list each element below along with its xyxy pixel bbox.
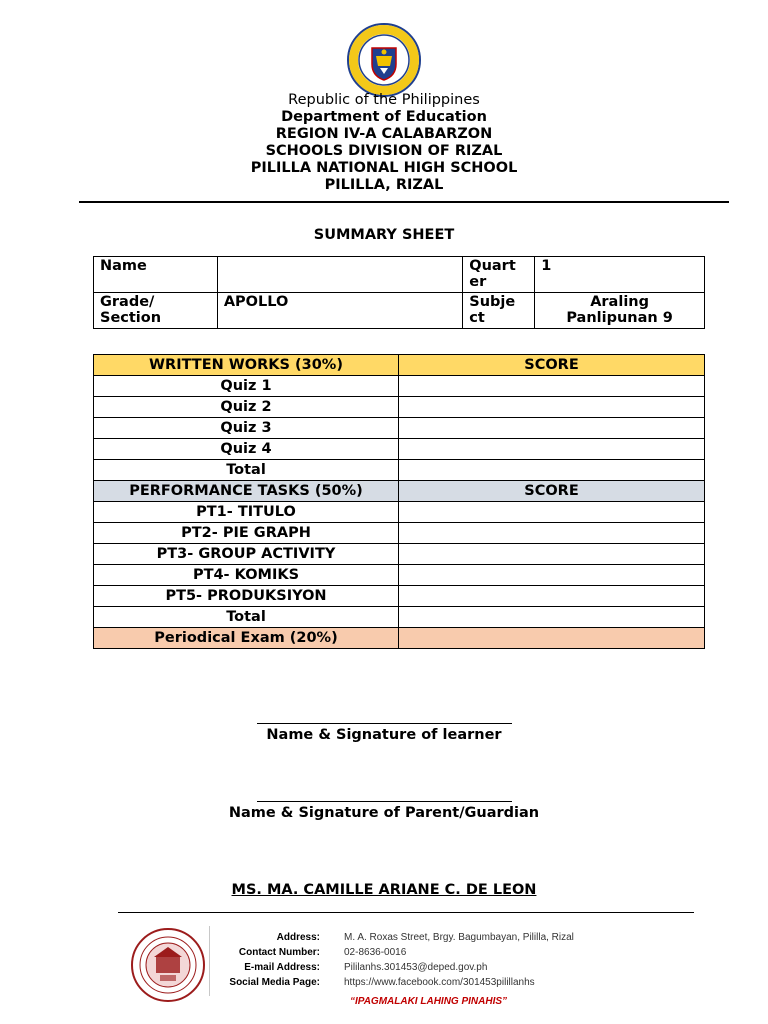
contact-label: Contact Number: [238,947,320,958]
pt1-label: PT1- TITULO [94,502,399,523]
quiz-3-label: Quiz 3 [94,418,399,439]
performance-total-label: Total [94,607,399,628]
name-label: Name [94,257,218,293]
quiz-4-score[interactable] [399,439,705,460]
sheet-title: SUMMARY SHEET [313,227,455,243]
name-value[interactable] [217,257,462,293]
pt4-label: PT4- KOMIKS [94,565,399,586]
written-works-header: WRITTEN WORKS (30%) [94,355,399,376]
pt1-score[interactable] [399,502,705,523]
social-media-link[interactable]: https://www.facebook.com/301453pilillanhs [344,977,535,988]
learner-signature-label: Name & Signature of learner [266,727,502,743]
score-header: SCORE [399,481,705,502]
pt4-score[interactable] [399,565,705,586]
header-department: Department of Education [281,109,487,125]
pt2-label: PT2- PIE GRAPH [94,523,399,544]
pt3-label: PT3- GROUP ACTIVITY [94,544,399,565]
quarter-value[interactable]: 1 [535,257,705,293]
periodical-exam-row [94,628,705,649]
table-row [94,418,705,439]
written-works-header-row [94,355,705,376]
header-division: SCHOOLS DIVISION OF RIZAL [265,143,503,159]
table-row [94,502,705,523]
table-row [94,607,705,628]
table-row [94,397,705,418]
written-total-score[interactable] [399,460,705,481]
learner-signature-line[interactable] [257,723,512,724]
header-divider [79,201,729,203]
quarter-label: Quart er [463,257,535,293]
email-value[interactable]: Pililanhs.301453@deped.gov.ph [344,962,488,973]
table-row [94,565,705,586]
teacher-name: MS. MA. CAMILLE ARIANE C. DE LEON [231,882,537,898]
deped-seal-logo [346,22,422,98]
subject-label: Subje ct [463,293,535,329]
quiz-3-score[interactable] [399,418,705,439]
pt5-label: PT5- PRODUKSIYON [94,586,399,607]
social-media-label: Social Media Page: [229,977,320,988]
written-total-label: Total [94,460,399,481]
header-location: PILILLA, RIZAL [324,177,444,193]
pt5-score[interactable] [399,586,705,607]
address-value: M. A. Roxas Street, Brgy. Bagumbayan, Pililla, Rizal [344,932,574,943]
score-table [93,354,705,649]
table-row [94,523,705,544]
performance-total-score[interactable] [399,607,705,628]
parent-signature-label: Name & Signature of Parent/Guardian [228,805,540,821]
table-row [94,586,705,607]
header-republic: Republic of the Philippines [288,92,480,108]
quiz-2-score[interactable] [399,397,705,418]
teacher-divider [118,912,694,913]
performance-tasks-header: PERFORMANCE TASKS (50%) [94,481,399,502]
periodical-exam-score[interactable] [399,628,705,649]
periodical-exam-label: Periodical Exam (20%) [94,628,399,649]
school-seal-logo [130,927,206,1003]
header-school: PILILLA NATIONAL HIGH SCHOOL [250,160,518,176]
table-row [94,460,705,481]
performance-tasks-header-row [94,481,705,502]
pt3-score[interactable] [399,544,705,565]
email-label: E-mail Address: [244,962,320,973]
pt2-score[interactable] [399,523,705,544]
quiz-2-label: Quiz 2 [94,397,399,418]
table-row [94,376,705,397]
quiz-1-label: Quiz 1 [94,376,399,397]
contact-value: 02-8636-0016 [344,947,407,958]
address-label: Address: [276,932,320,943]
quiz-4-label: Quiz 4 [94,439,399,460]
grade-section-value[interactable]: APOLLO [217,293,462,329]
grade-section-label: Grade/ Section [94,293,218,329]
score-header: SCORE [399,355,705,376]
parent-signature-line[interactable] [257,801,512,802]
info-table [93,256,705,329]
school-motto: “IPAGMALAKI LAHING PINAHIS” [350,996,508,1007]
header-region: REGION IV-A CALABARZON [275,126,493,142]
quiz-1-score[interactable] [399,376,705,397]
table-row [94,439,705,460]
subject-value[interactable]: Araling Panlipunan 9 [535,293,705,329]
table-row [94,544,705,565]
